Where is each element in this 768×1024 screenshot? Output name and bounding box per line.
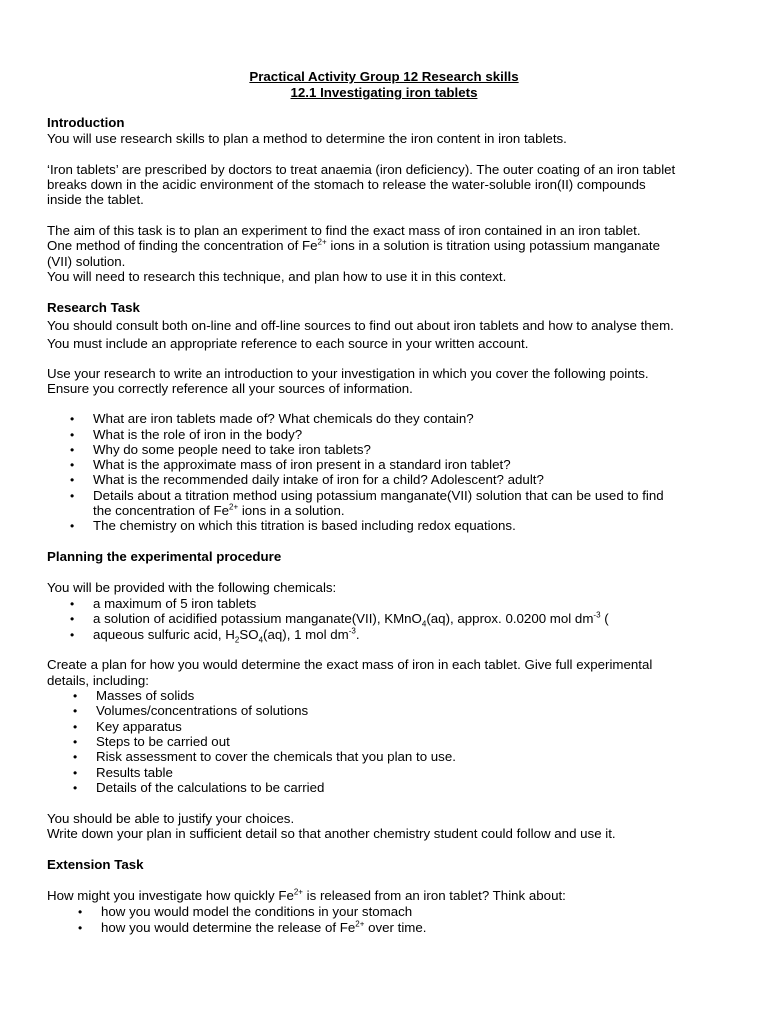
- text-run: How might you investigate how quickly Fe: [47, 888, 294, 903]
- bullet-icon: •: [73, 781, 78, 795]
- text-run: (aq), approx. 0.0200 mol dm: [426, 611, 594, 626]
- bullet-icon: •: [70, 458, 75, 472]
- bullet-icon: •: [70, 519, 75, 533]
- introduction-paragraph-3-line-1: The aim of this task is to plan an experiment to find the exact mass of iron contained in an iron tablet.: [47, 223, 641, 238]
- superscript: 2+: [355, 919, 365, 929]
- details-item-6: Results table: [96, 765, 173, 780]
- details-item-5: Risk assessment to cover the chemicals that you plan to use.: [96, 749, 456, 764]
- extension-paragraph: [47, 888, 566, 904]
- text-run: (: [600, 611, 609, 626]
- planning-paragraph-2-line-2: details, including:: [47, 673, 150, 688]
- introduction-paragraph-3-line-3: (VII) solution.: [47, 254, 126, 269]
- bullet-icon: •: [70, 612, 75, 626]
- details-item-7: Details of the calculations to be carried: [96, 780, 325, 795]
- bullet-icon: •: [70, 443, 75, 457]
- bullet-icon: •: [78, 905, 83, 919]
- introduction-paragraph-3-line-2: [47, 238, 660, 254]
- extension-item-1: how you would model the conditions in your stomach: [101, 904, 413, 919]
- text-run: One method of finding the concentration of Fe: [47, 238, 318, 253]
- text-run: how you would determine the release of Fe: [101, 920, 356, 935]
- research-paragraph-1-line-2: You must include an appropriate reference to each source in your written account.: [47, 336, 529, 351]
- text-run: is released from an iron tablet? Think about:: [302, 888, 566, 903]
- research-bullet-6-line-2: [93, 503, 345, 519]
- research-bullet-1: What are iron tablets made of? What chemicals do they contain?: [93, 411, 474, 426]
- superscript: 2+: [293, 887, 303, 897]
- introduction-paragraph-1: You will use research skills to plan a method to determine the iron content in iron tablets.: [47, 131, 567, 146]
- planning-chemicals-intro: You will be provided with the following chemicals:: [47, 580, 337, 595]
- research-paragraph-2-line-1: Use your research to write an introduction to your investigation in which you cover the following points.: [47, 366, 649, 381]
- bullet-icon: •: [73, 766, 78, 780]
- research-bullet-2: What is the role of iron in the body?: [93, 427, 303, 442]
- bullet-icon: •: [70, 428, 75, 442]
- introduction-heading: Introduction: [47, 115, 125, 130]
- text-run: the concentration of Fe: [93, 503, 230, 518]
- research-bullet-4: What is the approximate mass of iron present in a standard iron tablet?: [93, 457, 511, 472]
- bullet-icon: •: [70, 597, 75, 611]
- chemical-item-2: [93, 611, 609, 627]
- bullet-icon: •: [73, 704, 78, 718]
- text-run: over time.: [364, 920, 427, 935]
- bullet-icon: •: [73, 689, 78, 703]
- text-run: a solution of acidified potassium manganate(VII), KMnO: [93, 611, 422, 626]
- details-item-1: Masses of solids: [96, 688, 195, 703]
- bullet-icon: •: [78, 921, 83, 935]
- details-item-4: Steps to be carried out: [96, 734, 230, 749]
- research-bullet-3: Why do some people need to take iron tablets?: [93, 442, 371, 457]
- bullet-icon: •: [73, 735, 78, 749]
- text-run: SO: [239, 627, 259, 642]
- subscript: 4: [258, 635, 264, 645]
- subscript: 2: [234, 635, 240, 645]
- introduction-paragraph-2-line-2: breaks down in the acidic environment of the stomach to release the water-soluble iron(II) compounds: [47, 177, 646, 192]
- bullet-icon: •: [73, 720, 78, 734]
- research-paragraph-2-line-2: Ensure you correctly reference all your sources of information.: [47, 381, 413, 396]
- title-line-2: 12.1 Investigating iron tablets: [290, 85, 478, 100]
- bullet-icon: •: [70, 473, 75, 487]
- research-paragraph-1-line-1: You should consult both on-line and off-line sources to find out about iron tablets and how to analyse them.: [47, 318, 674, 333]
- planning-paragraph-2-line-1: Create a plan for how you would determine the exact mass of iron in each tablet. Give full experimental: [47, 657, 653, 672]
- bullet-icon: •: [70, 489, 75, 503]
- subscript: 4: [421, 619, 427, 629]
- chemical-item-1: a maximum of 5 iron tablets: [93, 596, 257, 611]
- introduction-paragraph-2-line-3: inside the tablet.: [47, 192, 144, 207]
- research-heading: Research Task: [47, 300, 140, 315]
- text-run: aqueous sulfuric acid, H: [93, 627, 235, 642]
- extension-item-2: [101, 920, 426, 936]
- superscript: 2+: [229, 502, 239, 512]
- bullet-icon: •: [73, 750, 78, 764]
- details-item-3: Key apparatus: [96, 719, 182, 734]
- bullet-icon: •: [70, 628, 75, 642]
- text-run: ions in a solution is titration using potassium manganate: [326, 238, 661, 253]
- text-run: .: [355, 627, 360, 642]
- planning-heading: Planning the experimental procedure: [47, 549, 282, 564]
- bullet-icon: •: [70, 412, 75, 426]
- superscript: -3: [348, 626, 356, 636]
- superscript: -3: [593, 610, 601, 620]
- text-run: (aq), 1 mol dm: [263, 627, 349, 642]
- extension-heading: Extension Task: [47, 857, 144, 872]
- introduction-paragraph-2-line-1: ‘Iron tablets’ are prescribed by doctors to treat anaemia (iron deficiency). The outer coating of an iron tablet: [47, 162, 676, 177]
- introduction-paragraph-3-line-4: You will need to research this technique, and plan how to use it in this context.: [47, 269, 507, 284]
- text-run: ions in a solution.: [238, 503, 345, 518]
- research-bullet-5: What is the recommended daily intake of iron for a child? Adolescent? adult?: [93, 472, 544, 487]
- planning-paragraph-3-line-2: Write down your plan in sufficient detail so that another chemistry student could follow and use it.: [47, 826, 616, 841]
- research-bullet-6-line-1: Details about a titration method using potassium manganate(VII) solution that can be used to find: [93, 488, 664, 503]
- details-item-2: Volumes/concentrations of solutions: [96, 703, 309, 718]
- planning-paragraph-3-line-1: You should be able to justify your choices.: [47, 811, 295, 826]
- superscript: 2+: [317, 237, 327, 247]
- title-line-1: Practical Activity Group 12 Research skills: [249, 69, 519, 84]
- chemical-item-3: [93, 627, 360, 643]
- research-bullet-7: The chemistry on which this titration is based including redox equations.: [93, 518, 516, 533]
